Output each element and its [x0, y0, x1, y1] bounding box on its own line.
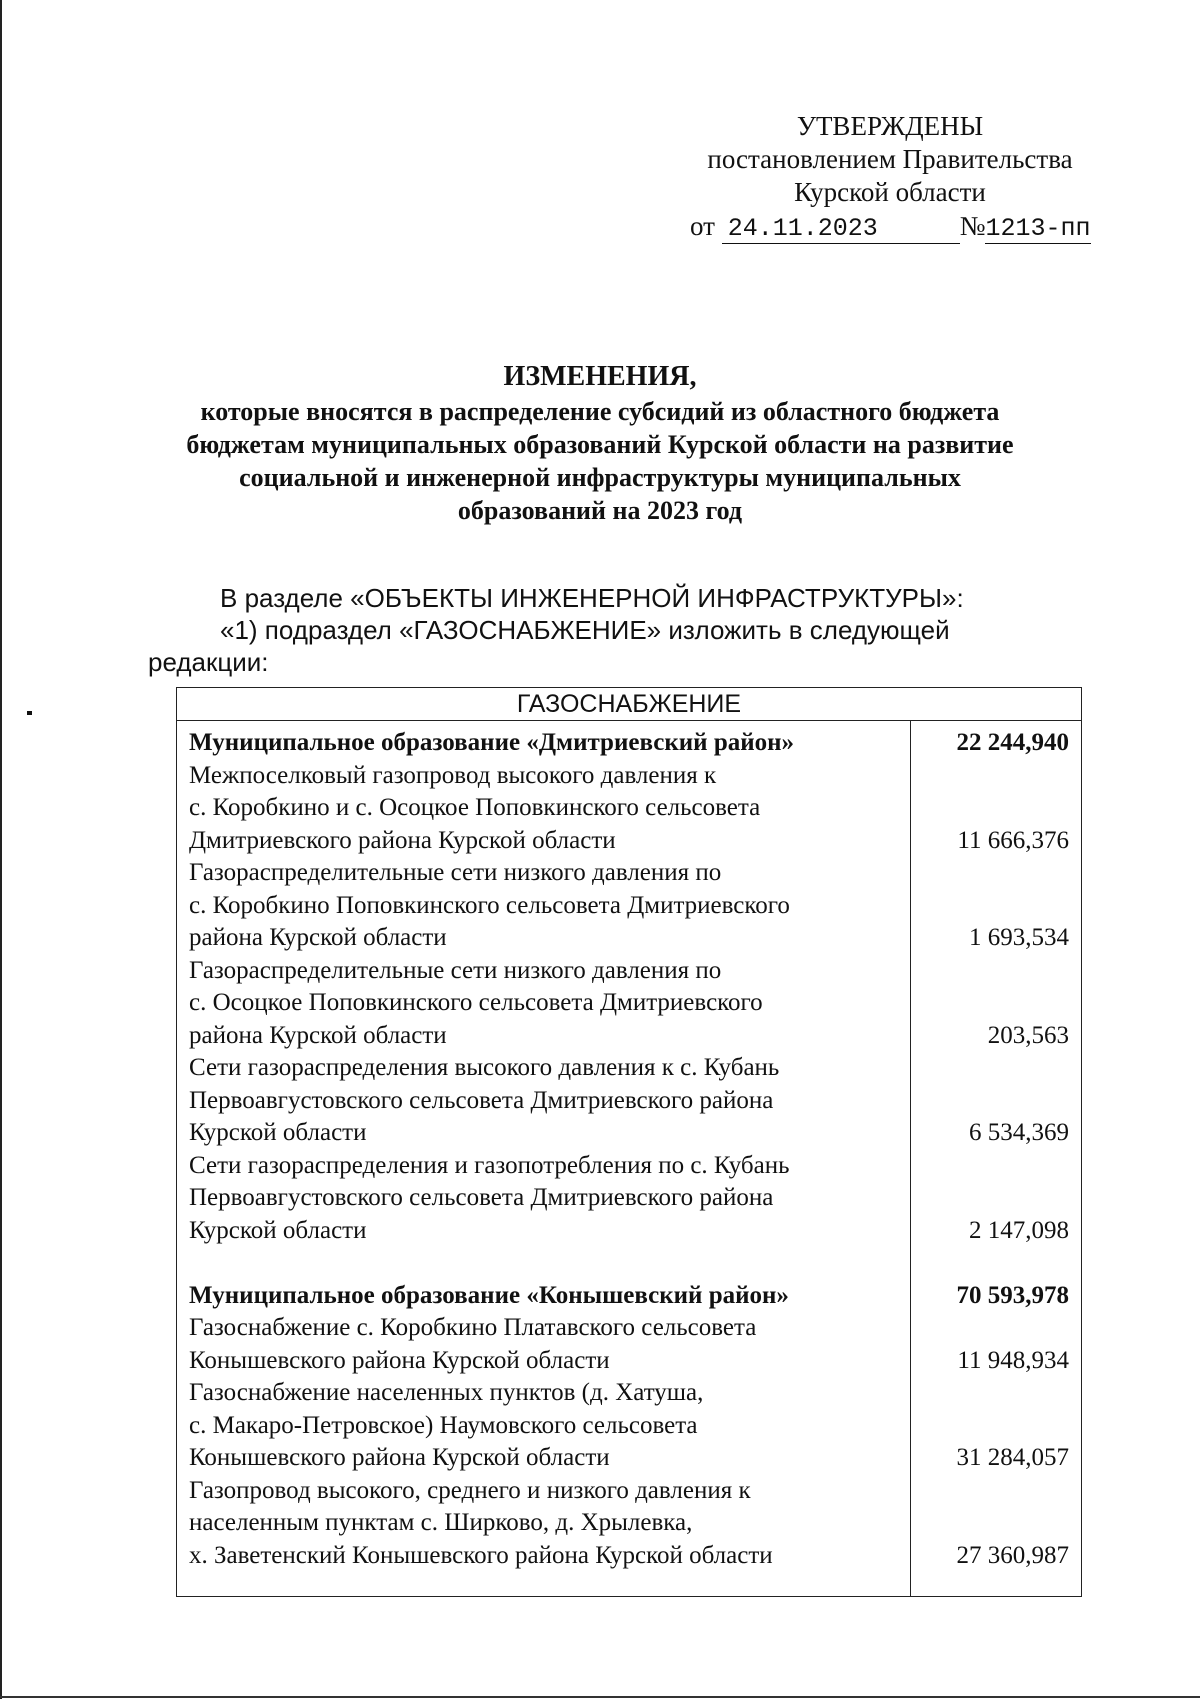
item-line: Газоснабжение населенных пунктов (д. Хатуша, [189, 1379, 704, 1406]
item-amount: 11 948,934 [957, 1346, 1069, 1374]
approval-date-line [690, 211, 1091, 244]
item-line: Курской области [189, 1119, 367, 1146]
description-column [177, 721, 911, 1597]
page-border-bottom [0, 1696, 1200, 1698]
item-line: населенным пунктам с. Ширково, д. Хрылевка, [189, 1509, 693, 1536]
amount-column [911, 721, 1082, 1597]
item-line: Курской области [189, 1216, 367, 1244]
table-header: ГАЗОСНАБЖЕНИЕ [177, 688, 1082, 721]
approval-stamp [660, 110, 1120, 209]
title-subtitle-line: которые вносятся в распределение субсидий из областного бюджета [200, 397, 1000, 426]
item-line: Конышевского района Курской области [189, 1346, 610, 1374]
item-line: Газораспределительные сети низкого давления по [189, 956, 722, 984]
intro-line-1: В разделе «ОБЪЕКТЫ ИНЖЕНЕРНОЙ ИНФРАСТРУКТУРЫ»: [220, 583, 964, 613]
date-value: 24.11.2023 [727, 214, 878, 243]
item-amount: 2 147,098 [969, 1216, 1069, 1244]
item-line: района Курской области [189, 1021, 447, 1049]
item-line: Межпоселковый газопровод высокого давления к [189, 761, 717, 789]
intro-paragraph [148, 582, 1048, 678]
item-line: с. Коробкино и с. Осоцкое Поповкинского сельсовета [189, 794, 761, 821]
group-total: 22 244,940 [956, 729, 1069, 756]
group-spacer [189, 1247, 900, 1280]
table-body-row [177, 721, 1082, 1597]
approval-line-1: УТВЕРЖДЕНЫ [796, 111, 984, 141]
group-name: Муниципальное образование «Конышевский район» [189, 1281, 789, 1309]
date-prefix: от [690, 211, 715, 241]
item-line: с. Осоцкое Поповкинского сельсовета Дмитриевского [189, 989, 763, 1016]
item-amount: 27 360,987 [956, 1541, 1069, 1569]
item-line: Сети газораспределения и газопотребления по с. Кубань [189, 1151, 790, 1179]
item-amount: 11 666,376 [957, 826, 1069, 854]
group-total: 70 593,978 [956, 1281, 1069, 1309]
approval-line-3: Курской области [794, 177, 986, 207]
item-line: Газоснабжение с. Коробкино Платавского сельсовета [189, 1314, 757, 1341]
item-line: района Курской области [189, 924, 447, 951]
document-title [150, 360, 1050, 527]
title-subtitle-line: бюджетам муниципальных образований Курской области на развитие [186, 430, 1014, 459]
table-bottom-spacer [189, 1572, 900, 1596]
intro-line-3: редакции: [148, 647, 269, 677]
title-main: ИЗМЕНЕНИЯ, [503, 361, 697, 392]
item-line: Сети газораспределения высокого давления к с. Кубань [189, 1054, 780, 1081]
item-amount: 6 534,369 [969, 1119, 1069, 1146]
item-line: Газораспределительные сети низкого давления по [189, 859, 722, 886]
item-line: Первоавгустовского сельсовета Дмитриевского района [189, 1086, 774, 1114]
group-name: Муниципальное образование «Дмитриевский район» [189, 729, 795, 756]
intro-line-2: «1) подраздел «ГАЗОСНАБЖЕНИЕ» изложить в следующей [220, 615, 950, 645]
title-subtitle-line: образований на 2023 год [457, 496, 743, 525]
item-amount: 1 693,534 [969, 924, 1069, 951]
item-amount: 31 284,057 [956, 1444, 1069, 1471]
number-field [985, 211, 1090, 244]
item-line: Дмитриевского района Курской области [189, 826, 616, 854]
item-amount: 203,563 [987, 1021, 1069, 1049]
item-line: Газопровод высокого, среднего и низкого давления к [189, 1476, 751, 1504]
gas-supply-table [176, 687, 1082, 1597]
date-field [722, 211, 960, 244]
page-border-left [0, 0, 2, 1699]
item-line: с. Коробкино Поповкинского сельсовета Дмитриевского [189, 891, 790, 919]
item-line: с. Макаро-Петровское) Наумовского сельсовета [189, 1411, 698, 1439]
item-line: Первоавгустовского сельсовета Дмитриевского района [189, 1184, 774, 1211]
item-line: х. Заветенский Конышевского района Курской области [189, 1541, 773, 1569]
item-line: Конышевского района Курской области [189, 1444, 610, 1471]
scan-mark [27, 711, 32, 715]
number-prefix: № [959, 211, 986, 241]
title-subtitle-line: социальной и инженерной инфраструктуры муниципальных [239, 463, 961, 492]
approval-line-2: постановлением Правительства [707, 144, 1073, 174]
number-value: 1213-пп [985, 214, 1091, 243]
